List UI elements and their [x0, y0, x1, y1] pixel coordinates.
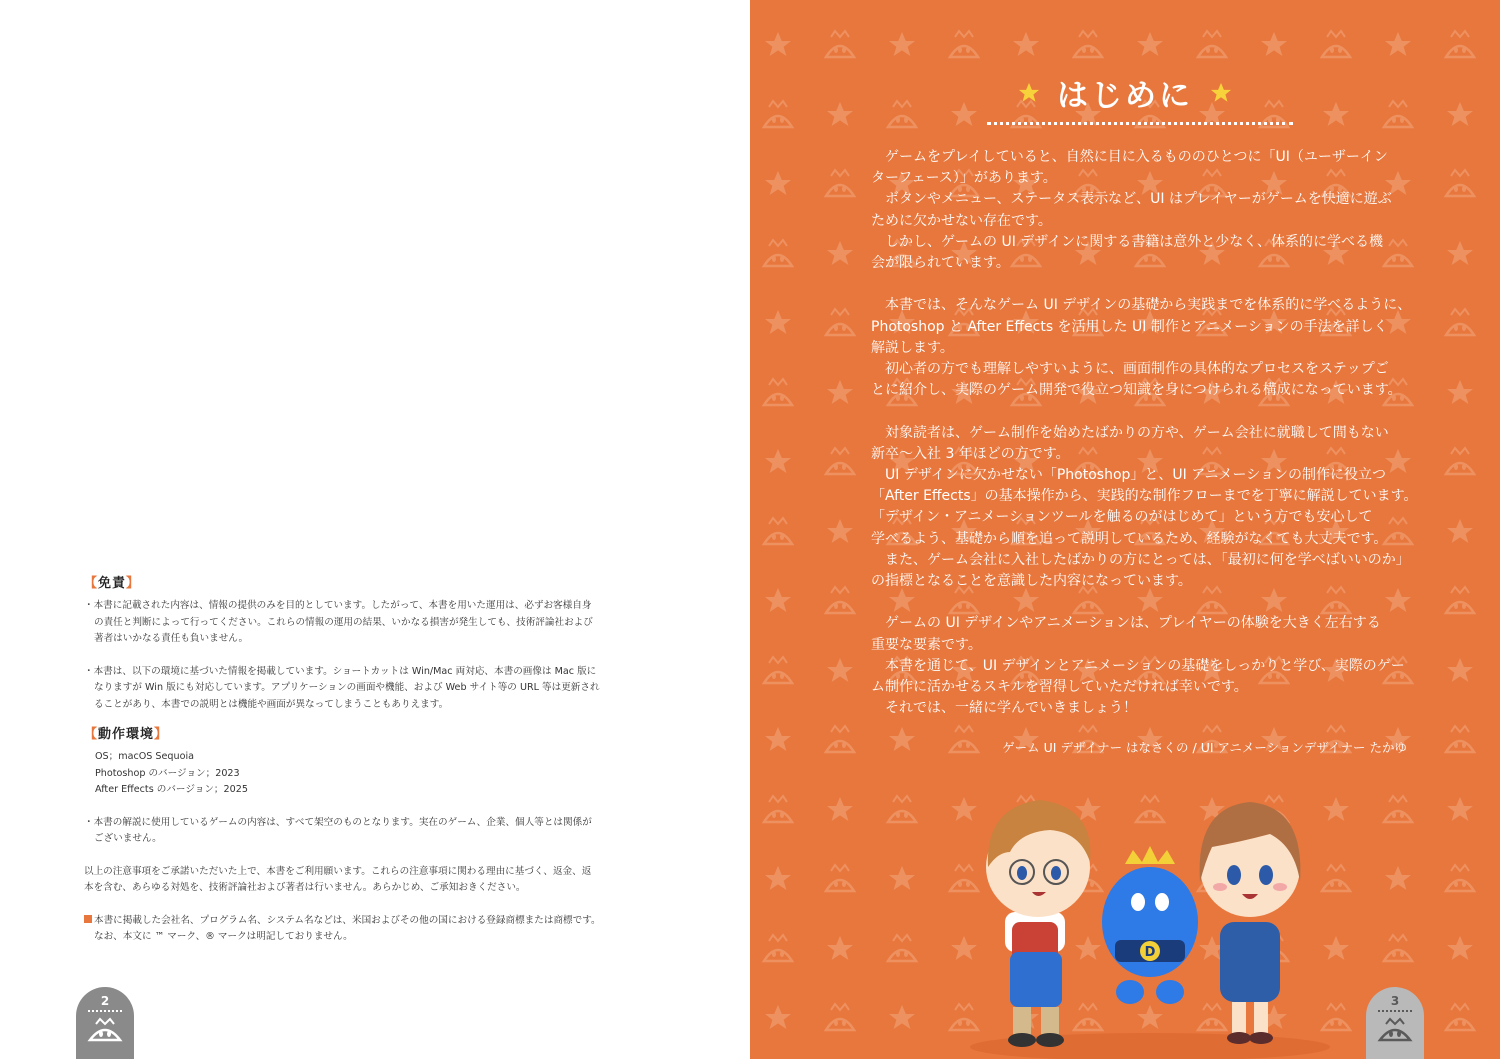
trademark-note: 本書に掲載した会社名、プログラム名、システム名などは、米国およびその他の国における登録商標または商標です。 なお、本文に ™ マーク、® マークは明記しておりません。 [84, 913, 664, 946]
disclaimer-heading: 【免責】 [84, 576, 141, 591]
page-number-tab [1366, 987, 1424, 1059]
notes-block [84, 574, 664, 946]
fiction-note: ・本書の解説に使用しているゲームの内容は、すべて架空のものとなります。実在のゲーム、企業、個人等とは関係が ございません。 [84, 816, 592, 844]
title-underline [987, 122, 1293, 125]
page-number-tab [76, 987, 134, 1059]
environment-list: OS；macOS Sequoia Photoshop のバージョン；2023 After Effects のバージョン；2025 [95, 751, 248, 795]
mascot-character [1102, 846, 1198, 1004]
agreement-note: 以上の注意事項をご承諾いただいた上で、本書をご利用願います。これらの注意事項に関わる理由に基づく、返金、返 本を含む、あらゆる対処を、技術評論社および著者は行いません。あらかじめ、ご承知おきください。 [84, 865, 592, 893]
intro-paragraph: ゲームの UI デザインやアニメーションは、プレイヤーの体験を大きく左右する 重要な要素です。 本書を通じて、UI デザインとアニメーションの基礎をしっかりと学び、実際のゲー ム制作に活かせるスキルを習得していただければ幸いです。 それでは、一緒に学んでいきましょう！ [871, 615, 1405, 717]
characters-illustration [950, 772, 1350, 1059]
intro-paragraph: 対象読者は、ゲーム制作を始めたばかりの方や、ゲーム会社に就職して間もない 新卒〜入社 3 年ほどの方です。 UI デザインに欠かせない「Photoshop」と、UI アニメーションの制作に役立つ 「After Effects」の基本操作から、実践的な制作フローまでを丁寧に解説しています。 「デザイン・アニメーションツールを触るのがはじめて」という方でも安心して 学べるよう、基礎から順を追って説明しているため、経験がなくても大丈夫です。 また、ゲーム会社に入社したばかりの方にとっては、「最初に何を学べばいいのか」 の指標となることを意識した内容になっています。 [871, 424, 1418, 590]
intro-paragraph: ゲームをプレイしていると、自然に目に入るもののひとつに「UI（ユーザーイン ターフェース）」があります。 ボタンやメニュー、ステータス表示など、UI はプレイヤーがゲームを快適に遊ぶ ために欠かせない存在です。 しかし、ゲームの UI デザインに関する書籍は意外と少なく、体系的に学べる機 会が限られています。 [871, 149, 1392, 272]
environment-heading: 【動作環境】 [84, 727, 169, 742]
title-row [750, 70, 1500, 115]
boy-character [986, 800, 1090, 1047]
disclaimer-note-2: ・本書は、以下の環境に基づいた情報を掲載しています。ショートカットは Win/Mac 両対応、本書の画像は Mac 版に なりますが Win 版にも対応しています。アプリケーションの画面や機能、および Web サイト等の URL 等は更新され ることがあり、本書での説明とは機能や画面が異なってしまうこともありえます。 [84, 665, 600, 710]
right-page [750, 0, 1500, 1059]
crown-mascot-icon [1377, 1016, 1413, 1042]
svg-text:D: D [1144, 945, 1156, 960]
square-bullet-icon [84, 915, 92, 923]
page-number: 3 [1390, 994, 1400, 1008]
intro-body [871, 147, 1421, 719]
crown-mascot-icon [87, 1016, 123, 1042]
page-title: はじめに [1057, 78, 1193, 114]
page-number: 2 [100, 994, 110, 1008]
intro-paragraph: 本書では、そんなゲーム UI デザインの基礎から実践までを体系的に学べるように、 Photoshop と After Effects を活用した UI 制作とアニメーションの手法を詳しく 解説します。 初心者の方でも理解しやすいように、画面制作の具体的なプロセスをステップご とに紹介し、実際のゲーム開発で役立つ知識を身につけられる構成になっています。 [871, 297, 1412, 399]
star-icon [1210, 82, 1232, 104]
author-signature: ゲーム UI デザイナー はなさくの / UI アニメーションデザイナー たかゆ [1002, 740, 1407, 755]
star-icon [1018, 82, 1040, 104]
disclaimer-note-1: ・本書に記載された内容は、情報の提供のみを目的としています。したがって、本書を用いた運用は、必ずお客様自身 の責任と判断によって行ってください。これらの情報の運用の結果、いかなる損害が発生しても、技術評論社および 著者はいかなる責任も負いません。 [84, 600, 593, 644]
girl-character [1200, 802, 1301, 1044]
